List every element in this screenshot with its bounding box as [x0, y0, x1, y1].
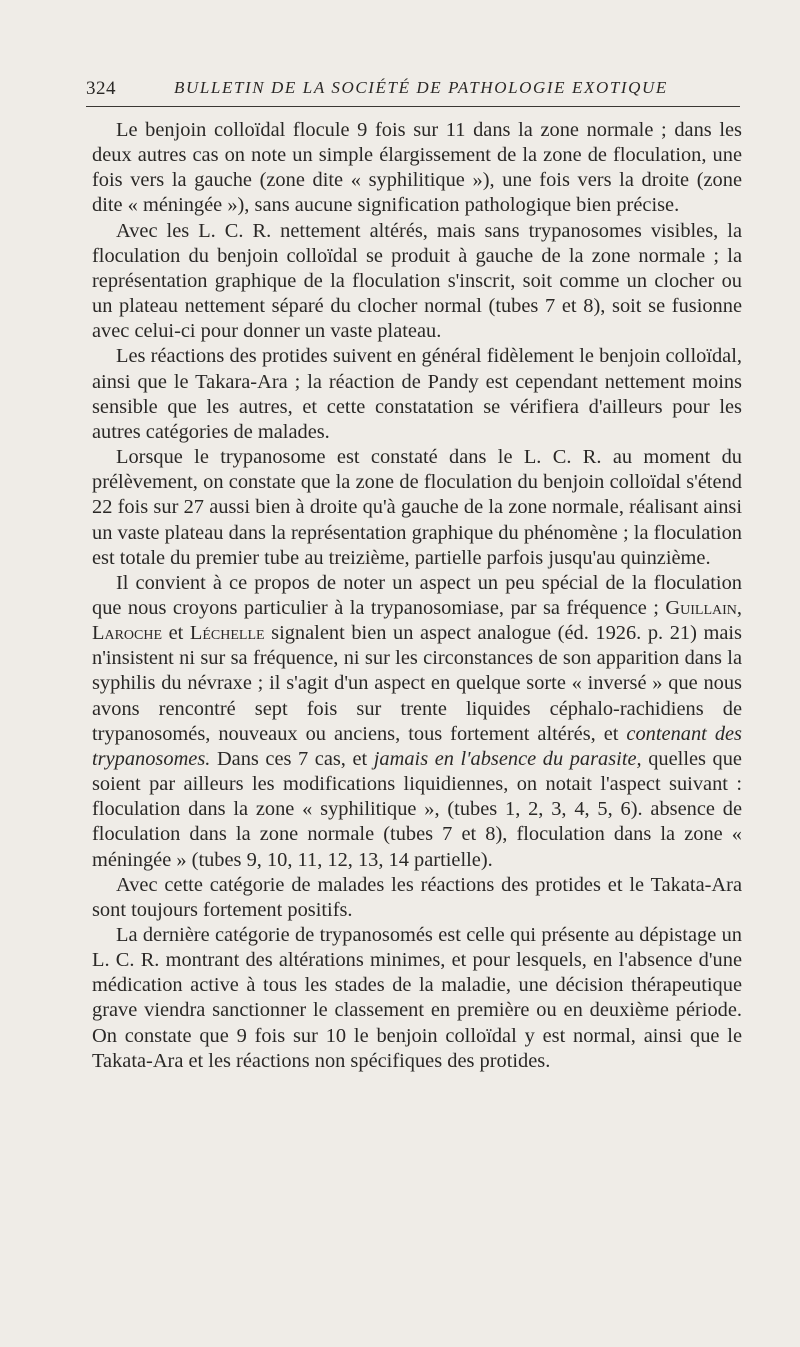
paragraph-lcr-altered: Avec les L. C. R. nettement altérés, mais sans trypanosomes visibles, la floculation du benjoin colloïdal se produit à gauche de la zone normale ; la représentation graphique de la floculation s'inscrit, soit comme un clocher ou un plateau nettement séparé du clocher normal (tubes 7 et 8), soit se fusionne avec celui-ci pour donner un vaste plateau. — [92, 219, 742, 343]
text-run: quelles que soient par ailleurs les modifications liquidiennes, on notait l'aspect suivant : floculation dans la zone « syphilitique », (tubes 1, 2, 3, 4, 5, 6). absence de floculation dans la zone normale (tubes 7 et 8), floculation dans la zone « méningée » (tubes 9, 10, 11, 12, 13, 14 partielle). — [92, 747, 742, 871]
header-rule — [86, 106, 740, 107]
body-text — [92, 118, 742, 1074]
paragraph-trypanosome-present: Lorsque le trypanosome est constaté dans le L. C. R. au moment du prélèvement, on constate que la zone de floculation du benjoin colloïdal s'étend 22 fois sur 27 aussi bien à droite qu'à gauche de la zone normale, réalisant ainsi un vaste plateau dans la représentation graphique du phénomène ; la floculation est totale du premier tube au treizième, partielle parfois jusqu'au quinzième. — [92, 446, 742, 569]
author-name: Guillain — [665, 596, 737, 619]
italic-phrase: jamais en l'absence du parasite, — [373, 747, 642, 770]
text-run: Il convient à ce propos de noter un aspect un peu spécial de la floculation que nous croyons particulier à la trypanosomiase, par sa fréquence ; — [92, 571, 742, 619]
author-name: Laroche — [92, 622, 163, 645]
paragraph-category-reactions: Avec cette catégorie de malades les réactions des protides et le Takata-Ara sont toujours fortement positifs. — [92, 873, 742, 921]
author-name: Léchelle — [189, 622, 265, 645]
text-run: Dans ces 7 cas, et — [210, 747, 374, 770]
running-title: BULLETIN DE LA SOCIÉTÉ DE PATHOLOGIE EXOTIQUE — [174, 78, 668, 97]
paragraph-benjoin-normal: Le benjoin colloïdal flocule 9 fois sur 11 dans la zone normale ; dans les deux autres cas on note un simple élargissement de la zone de floculation, une fois vers la gauche (zone dite « syphilitique »), une fois vers la droite (zone dite « méningée »), sans aucune signification pathologique bien précise. — [92, 119, 742, 217]
page-header — [86, 78, 740, 104]
italic-phrase: contenant des trypanosomes. — [92, 722, 742, 770]
paragraph-protides: Les réactions des protides suivent en général fidèlement le benjoin colloïdal, ainsi que le Takara-Ara ; la réaction de Pandy est cependant nettement moins sensible que les autres, et cette constatation se vérifiera d'ailleurs pour les autres catégories de malades. — [92, 345, 742, 443]
text-run: signalent bien un aspect analogue (éd. 1926. p. 21) mais n'insistent ni sur sa fréquence, ni sur les circonstances de son apparition dans la syphilis du névraxe ; il s'agit d'un aspect en quelque sorte « inversé » que nous avons rencontré sept fois sur trente liquides céphalo-rachidiens de trypanosomés, nouveaux ou anciens, tous fortement altérés, et — [92, 622, 742, 745]
paragraph-last-category: La dernière catégorie de trypanosomés est celle qui présente au dépistage un L. C. R. montrant des altérations minimes, et pour lesquels, en l'absence d'une médication active à tous les stades de la maladie, une décision thérapeutique grave viendra sanctionner le classement en première ou en deuxième période. On constate que 9 fois sur 10 le benjoin colloïdal y est normal, ainsi que le Takata-Ara et les réactions non spécifiques des protides. — [92, 924, 742, 1072]
paragraph-inverted-aspect — [92, 571, 742, 873]
text-run: , — [736, 596, 742, 619]
page-number: 324 — [86, 78, 116, 99]
text-run: et — [162, 622, 190, 645]
